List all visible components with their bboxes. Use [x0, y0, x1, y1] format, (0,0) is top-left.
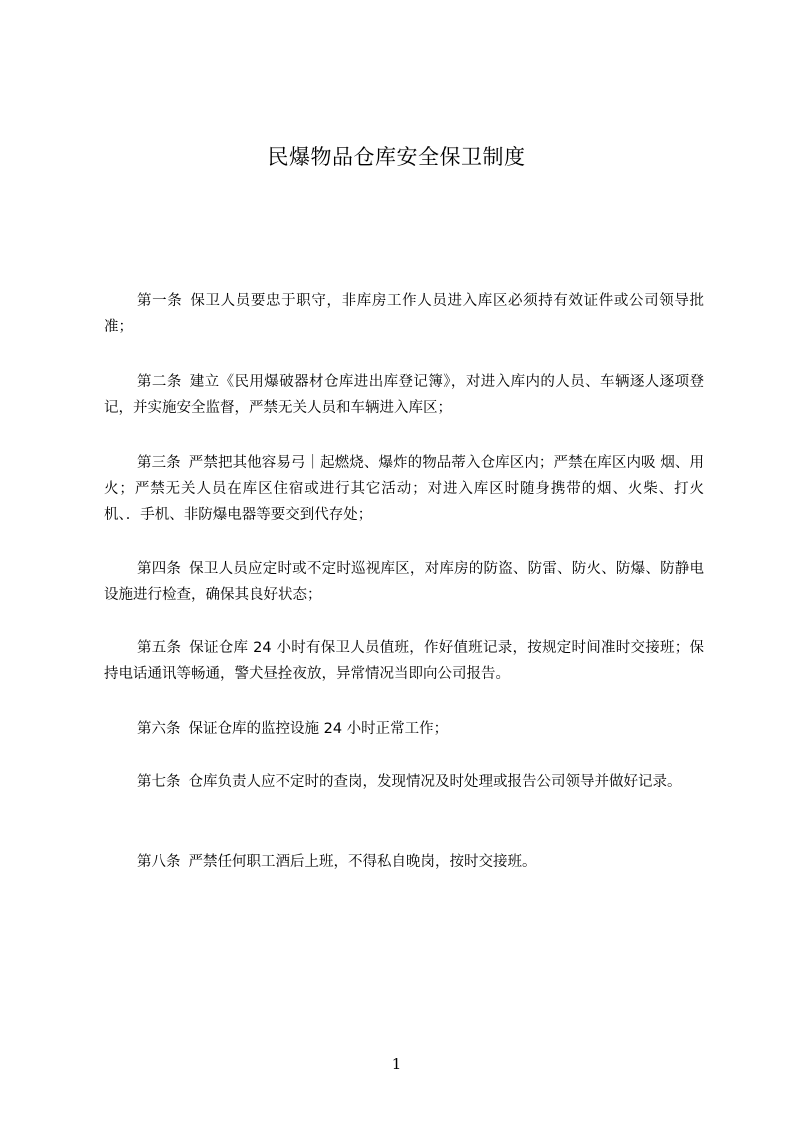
article-number: 第七条	[137, 774, 181, 790]
article-6	[104, 716, 704, 742]
article-4	[104, 556, 704, 608]
page-number: 1	[391, 1055, 402, 1073]
article-text: 保卫人员要忠于职守，非库房工作人员进入库区必须持有效证件或公司领导批准；	[104, 293, 704, 335]
article-number: 第三条	[137, 455, 181, 471]
article-text: 严禁任何职工酒后上班，不得私自晚岗，按时交接班。	[188, 854, 537, 870]
article-1	[104, 288, 704, 340]
article-2	[104, 369, 704, 421]
article-number: 第八条	[137, 854, 181, 870]
article-number: 第四条	[137, 561, 182, 577]
article-5	[104, 635, 704, 687]
article-text: 保证仓库 24 小时有保卫人员值班，作好值班记录，按规定时间准时交接班；保持电话通讯等畅通，警犬昼拴夜放，异常情况当即向公司报告。	[104, 640, 705, 682]
article-number: 第六条	[137, 721, 181, 737]
article-text: 严禁把其他容易弓｜起燃烧、爆炸的物品蒂入仓库区内；严禁在库区内吸 烟、用火；严禁无关人员在库区住宿或进行其它活动；对进入库区时随身携带的烟、火柴、打火机、．手机、非防爆电器等要交到代存处；	[104, 455, 705, 523]
article-7	[104, 769, 704, 795]
document-title: 民爆物品仓库安全保卫制度	[267, 145, 526, 169]
article-number: 第五条	[137, 640, 182, 656]
article-number: 第二条	[137, 374, 182, 390]
article-number: 第一条	[137, 293, 183, 309]
article-8	[104, 849, 704, 875]
article-text: 仓库负责人应不定时的查岗，发现情况及时处理或报告公司领导并做好记录。	[188, 774, 682, 790]
article-3	[104, 450, 704, 528]
article-text: 保证仓库的监控设施 24 小时正常工作；	[188, 721, 449, 737]
article-text: 保卫人员应定时或不定时巡视库区，对库房的防盗、防雷、防火、防爆、防静电设施进行检查，确保其良好状态；	[104, 561, 705, 603]
article-text: 建立《民用爆破器材仓库进出库登记簿》，对进入库内的人员、车辆逐人逐项登记，并实施安全监督，严禁无关人员和车辆进入库区；	[104, 374, 705, 416]
